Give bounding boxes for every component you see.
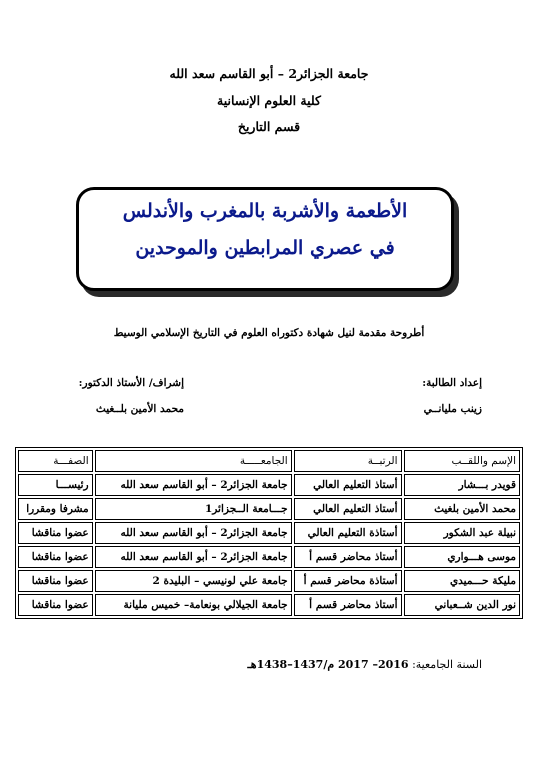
supervisor-name: محمد الأمين بلــغيث — [95, 403, 184, 415]
member-university: جامعة الجزائر2 – أبو القاسم سعد الله — [95, 522, 292, 544]
thesis-subtitle: أطروحة مقدمة لنيل شهادة دكتوراه العلوم في التاريخ الإسلامي الوسيط — [113, 327, 425, 339]
member-role: مشرفا ومقررا — [18, 498, 93, 520]
thesis-title-line1: الأطعمة والأشربة بالمغرب والأندلس — [122, 200, 408, 222]
member-rank: أستاذ التعليم العالي — [294, 474, 402, 496]
member-name: محمد الأمين بلغيث — [404, 498, 521, 520]
header-name: الإسم واللقــب — [404, 450, 521, 472]
committee-table — [15, 447, 523, 619]
member-role: رئيســـا — [18, 474, 93, 496]
header-role: الصفـــة — [18, 450, 93, 472]
table-header-row — [18, 450, 520, 472]
header-rank: الرتبــة — [294, 450, 402, 472]
member-name: قويدر بـــشار — [404, 474, 521, 496]
member-rank: أستاذ التعليم العالي — [294, 498, 402, 520]
member-role: عضوا مناقشا — [18, 594, 93, 616]
member-name: نور الدين شــعباني — [404, 594, 521, 616]
table-row — [18, 546, 520, 568]
thesis-title-box — [76, 187, 454, 291]
table-row — [18, 594, 520, 616]
member-name: نبيلة عبد الشكور — [404, 522, 521, 544]
department-name: قسم التاريخ — [237, 119, 301, 134]
member-role: عضوا مناقشا — [18, 522, 93, 544]
table-row — [18, 498, 520, 520]
faculty-name: كلية العلوم الإنسانية — [217, 93, 321, 108]
academic-year-label: السنة الجامعية: — [412, 658, 482, 671]
table-row — [18, 570, 520, 592]
table-row — [18, 522, 520, 544]
member-university: جامعة الجزائر2 – أبو القاسم سعد الله — [95, 546, 292, 568]
member-rank: أستاذة التعليم العالي — [294, 522, 402, 544]
supervisor-label: إشراف/ الأستاذ الدكتور: — [78, 377, 184, 389]
member-role: عضوا مناقشا — [18, 546, 93, 568]
member-university: جامعة الجيلالي بونعامة– خميس مليانة — [95, 594, 292, 616]
member-rank: أستاذ محاضر قسم أ — [294, 546, 402, 568]
member-rank: أستاذ محاضر قسم أ — [294, 594, 402, 616]
student-name: زينب مليانــي — [423, 403, 482, 415]
member-rank: أستاذة محاضر قسم أ — [294, 570, 402, 592]
member-role: عضوا مناقشا — [18, 570, 93, 592]
member-name: موسى هـــواري — [404, 546, 521, 568]
table-row — [18, 474, 520, 496]
prepared-by-label: إعداد الطالبة: — [422, 377, 482, 389]
member-name: مليكة حـــميدي — [404, 570, 521, 592]
thesis-title-line2: في عصري المرابطين والموحدين — [135, 237, 395, 259]
member-university: جامعة علي لونيسي – البليدة 2 — [95, 570, 292, 592]
member-university: جامعة الجزائر2 – أبو القاسم سعد الله — [95, 474, 292, 496]
academic-year-value: 2016– 2017 م/1437–1438هـ — [247, 658, 409, 671]
member-university: جـــامعة الــجزائر1 — [95, 498, 292, 520]
header-university: الجامعـــــة — [95, 450, 292, 472]
academic-year — [248, 658, 482, 671]
university-name: جامعة الجزائر2 – أبو القاسم سعد الله — [169, 66, 369, 81]
